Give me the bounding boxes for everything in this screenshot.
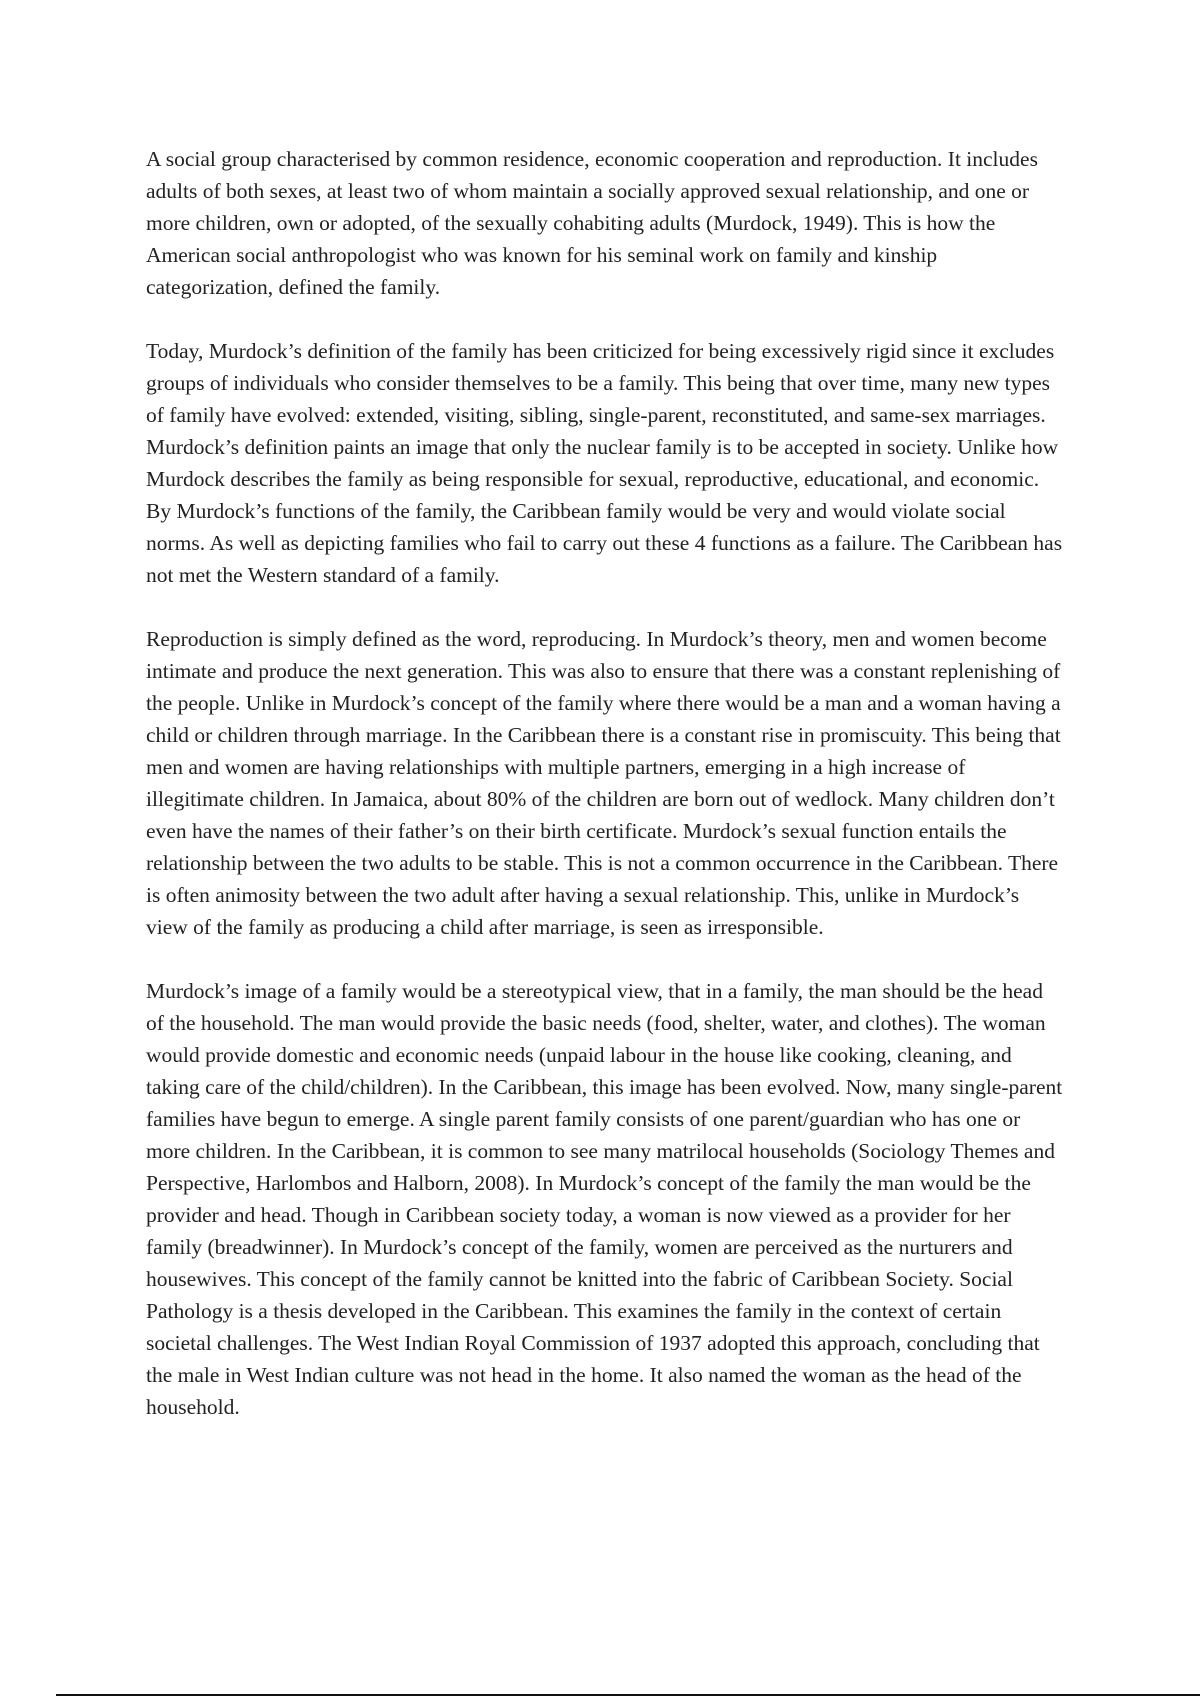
paragraph-criticism: Today, Murdock’s definition of the family has been criticized for being excessively rigid since it excludes groups of individuals who consider themselves to be a family. This being that over time, many new types of family have evolved: extended, visiting, sibling, single-parent, reconstituted, and same-sex marriages. Murdock’s definition paints an image that only the nuclear family is to be accepted in society. Unlike how Murdock describes the family as being responsible for sexual, reproductive, educational, and economic. By Murdock’s functions of the family, the Caribbean family would be very and would violate social norms. As well as depicting families who fail to carry out these 4 functions as a failure. The Caribbean has not met the Western standard of a family.: [146, 339, 1063, 587]
document-body: [146, 143, 1066, 1423]
paragraph-household-roles: Murdock’s image of a family would be a stereotypical view, that in a family, the man should be the head of the household. The man would provide the basic needs (food, shelter, water, and clothes). The woman would provide domestic and economic needs (unpaid labour in the house like cooking, cleaning, and taking care of the child/children). In the Caribbean, this image has been evolved. Now, many single-parent families have begun to emerge. A single parent family consists of one parent/guardian who has one or more children. In the Caribbean, it is common to see many matrilocal households (Sociology Themes and Perspective, Harlombos and Halborn, 2008). In Murdock’s concept of the family the man would be the provider and head. Though in Caribbean society today, a woman is now viewed as a provider for her family (breadwinner). In Murdock’s concept of the family, women are perceived as the nurturers and housewives. This concept of the family cannot be knitted into the fabric of Caribbean Society. Social Pathology is a thesis developed in the Caribbean. This examines the family in the context of certain societal challenges. The West Indian Royal Commission of 1937 adopted this approach, concluding that the male in West Indian culture was not head in the home. It also named the woman as the head of the household.: [146, 979, 1063, 1419]
paragraph-definition: A social group characterised by common residence, economic cooperation and reproduction. It includes adults of both sexes, at least two of whom maintain a socially approved sexual relationship, and one or more children, own or adopted, of the sexually cohabiting adults (Murdock, 1949). This is how the American social anthropologist who was known for his seminal work on family and kinship categorization, defined the family.: [146, 147, 1038, 299]
paragraph-reproduction: Reproduction is simply defined as the word, reproducing. In Murdock’s theory, men and women become intimate and produce the next generation. This was also to ensure that there was a constant replenishing of the people. Unlike in Murdock’s concept of the family where there would be a man and a woman having a child or children through marriage. In the Caribbean there is a constant rise in promiscuity. This being that men and women are having relationships with multiple partners, emerging in a high increase of illegitimate children. In Jamaica, about 80% of the children are born out of wedlock. Many children don’t even have the names of their father’s on their birth certificate. Murdock’s sexual function entails the relationship between the two adults to be stable. This is not a common occurrence in the Caribbean. There is often animosity between the two adult after having a sexual relationship. This, unlike in Murdock’s view of the family as producing a child after marriage, is seen as irresponsible.: [146, 627, 1061, 939]
page-bottom-rule: [56, 1694, 1200, 1696]
